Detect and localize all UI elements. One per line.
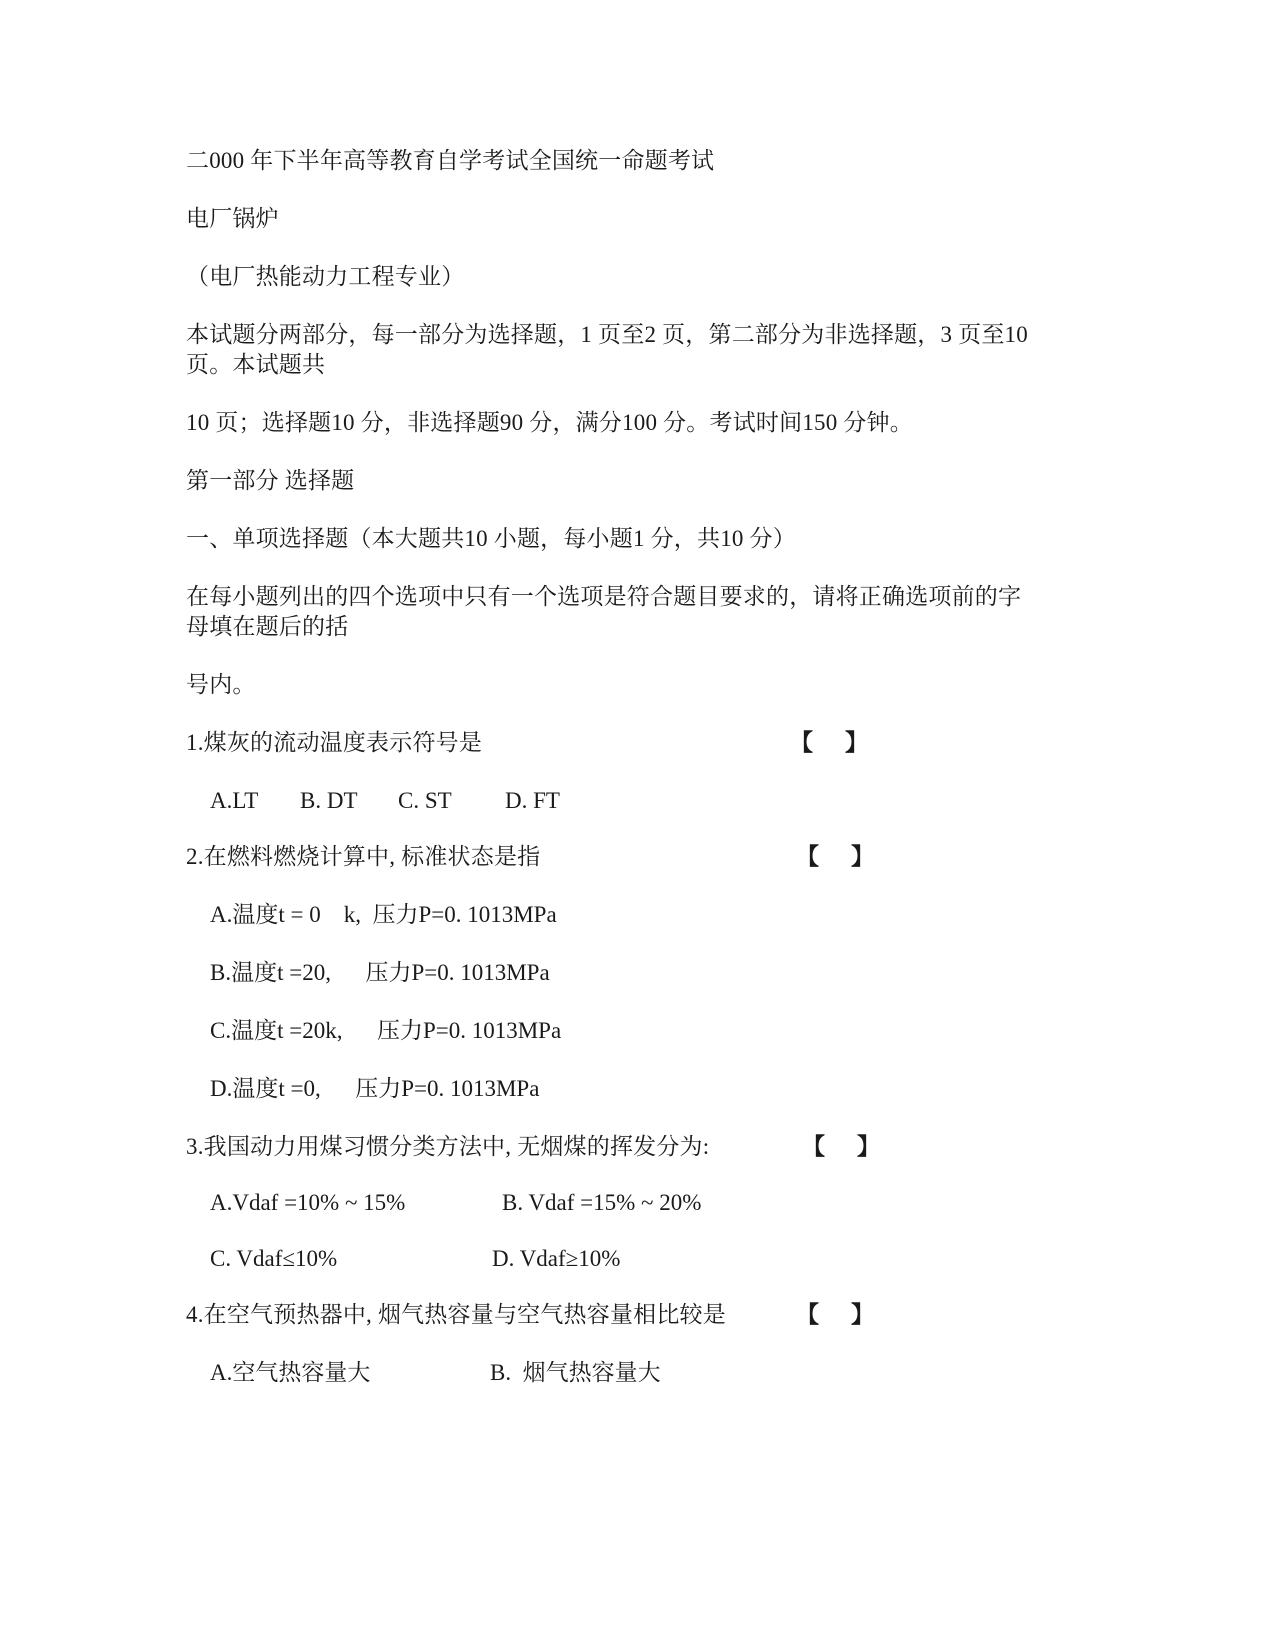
question-1-stem: 1.煤灰的流动温度表示符号是	[186, 730, 483, 755]
instruction-line-3: 号内。	[186, 672, 256, 697]
question-2-option-c: C.温度t =20k, 压力P=0. 1013MPa	[210, 1018, 562, 1043]
question-2-answer-bracket: 【 】	[796, 844, 875, 870]
question-2-option-b: B.温度t =20, 压力P=0. 1013MPa	[210, 960, 550, 985]
intro-text-line-1: 本试题分两部分，每一部分为选择题，1 页至2 页，第二部分为非选择题，3 页至10	[186, 322, 1028, 347]
instruction-line-1: 在每小题列出的四个选项中只有一个选项是符合题目要求的，请将正确选项前的字	[186, 584, 1022, 609]
question-4-stem: 4.在空气预热器中, 烟气热容量与空气热容量相比较是	[186, 1302, 726, 1327]
question-4-option-b: B. 烟气热容量大	[490, 1360, 661, 1385]
question-1-option-a: A.LT	[210, 788, 259, 813]
exam-title: 二000 年下半年高等教育自学考试全国统一命题考试	[186, 148, 715, 173]
question-4-option-a: A.空气热容量大	[210, 1360, 371, 1385]
question-1-option-d: D. FT	[505, 788, 560, 813]
part-heading: 第一部分 选择题	[186, 468, 355, 493]
question-3-option-c: C. Vdaf≤10%	[210, 1246, 338, 1271]
question-2-option-d: D.温度t =0, 压力P=0. 1013MPa	[210, 1076, 540, 1101]
question-3-answer-bracket: 【 】	[802, 1134, 881, 1160]
intro-text-line-3: 10 页；选择题10 分，非选择题90 分，满分100 分。考试时间150 分钟。	[186, 410, 913, 435]
question-3-option-b: B. Vdaf =15% ~ 20%	[502, 1190, 702, 1215]
major-subtitle: （电厂热能动力工程专业）	[186, 264, 465, 289]
question-2-stem: 2.在燃料燃烧计算中, 标准状态是指	[186, 844, 541, 869]
instruction-line-2: 母填在题后的括	[186, 614, 349, 639]
question-1-option-b: B. DT	[300, 788, 358, 813]
question-3-stem: 3.我国动力用煤习惯分类方法中, 无烟煤的挥发分为:	[186, 1134, 710, 1159]
question-1-option-c: C. ST	[398, 788, 452, 813]
subject-title: 电厂锅炉	[186, 206, 279, 231]
question-4-answer-bracket: 【 】	[796, 1302, 875, 1328]
intro-text-line-2: 页。本试题共	[186, 352, 326, 377]
question-3-option-d: D. Vdaf≥10%	[492, 1246, 621, 1271]
question-2-option-a: A.温度t = 0 k, 压力P=0. 1013MPa	[210, 902, 557, 927]
section-heading: 一、单项选择题（本大题共10 小题，每小题1 分，共10 分）	[186, 526, 796, 551]
question-3-option-a: A.Vdaf =10% ~ 15%	[210, 1190, 406, 1215]
question-1-answer-bracket: 【 】	[790, 730, 869, 756]
